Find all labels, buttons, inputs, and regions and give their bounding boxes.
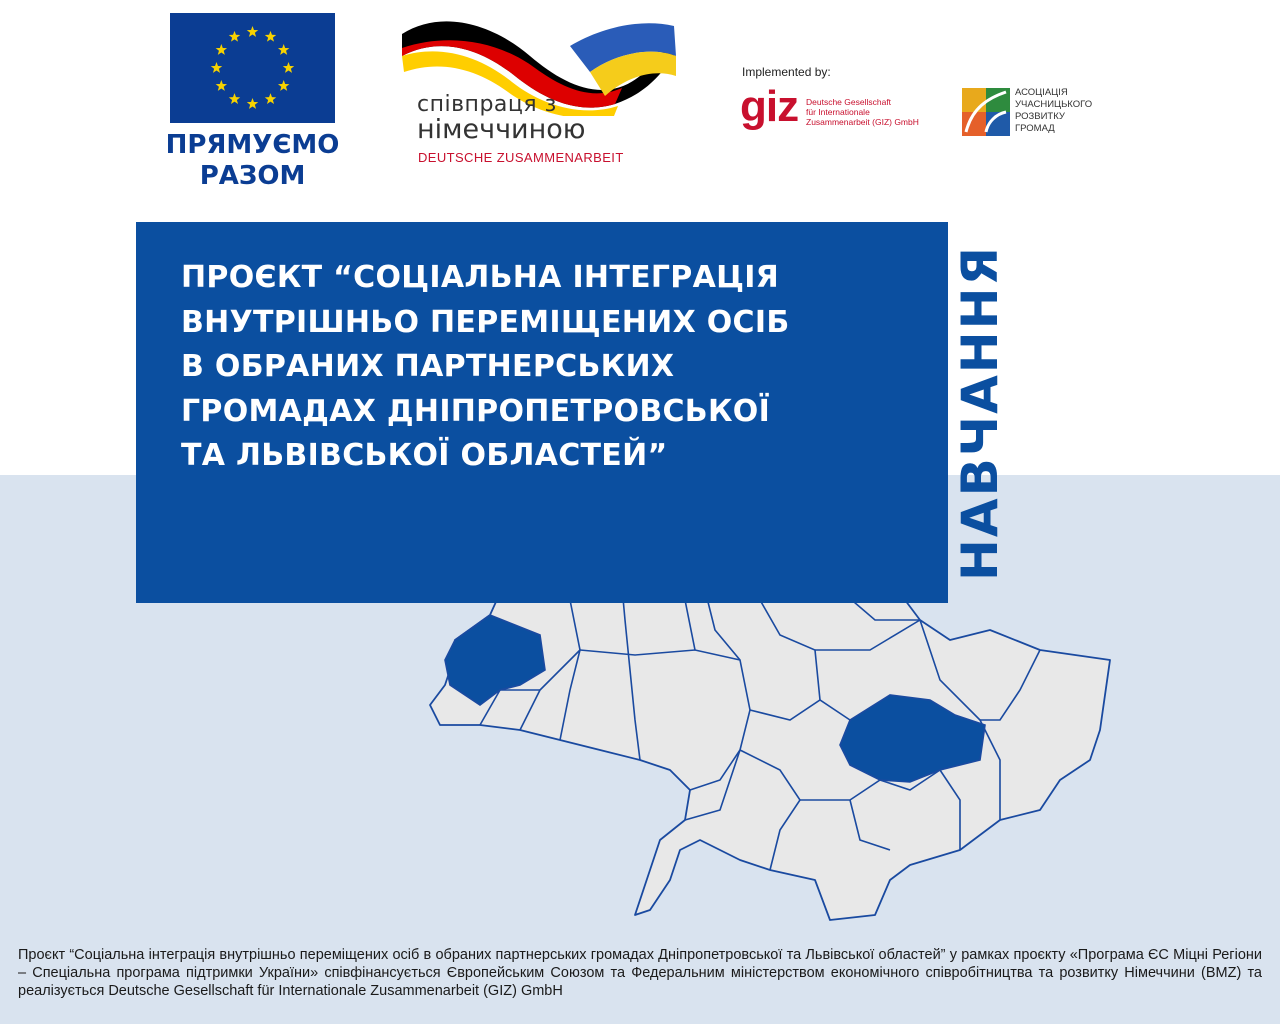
eu-star-icon	[211, 62, 222, 73]
eu-star-icon	[229, 31, 240, 42]
association-line3: РОЗВИТКУ	[1015, 111, 1065, 122]
eu-star-icon	[247, 26, 258, 37]
eu-flag-logo	[170, 13, 335, 123]
giz-name-line3: Zusammenarbeit (GIZ) GmbH	[806, 117, 919, 127]
giz-name-line1: Deutsche Gesellschaft	[806, 97, 892, 107]
association-name	[1015, 87, 1092, 135]
project-title-line2: ВНУТРІШНЬО ПЕРЕМІЩЕНИХ ОСІБ	[181, 304, 790, 340]
eu-star-icon	[216, 80, 227, 91]
giz-name-line2: für Internationale	[806, 107, 870, 117]
eu-star-icon	[216, 44, 227, 55]
eu-star-icon	[247, 98, 258, 109]
eu-star-icon	[229, 93, 240, 104]
german-cooperation-line3: DEUTSCHE ZUSAMMENARBEIT	[418, 150, 624, 165]
eu-stars-icon	[170, 13, 335, 123]
implemented-by-label: Implemented by:	[742, 65, 831, 79]
project-title-line5: ТА ЛЬВІВСЬКОЇ ОБЛАСТЕЙ”	[181, 438, 668, 473]
association-line2: УЧАСНИЦЬКОГО	[1015, 99, 1093, 110]
eu-tagline-line1: ПРЯМУЄМО	[165, 130, 340, 160]
association-line1: АСОЦІАЦІЯ	[1015, 87, 1068, 98]
training-label-container	[951, 225, 1009, 600]
association-logo-icon	[962, 88, 1010, 136]
eu-tagline	[140, 130, 365, 192]
giz-logo: giz	[740, 82, 799, 131]
german-cooperation-line2: німеччиною	[417, 114, 586, 145]
training-label: НАВЧАННЯ	[951, 244, 1009, 581]
eu-star-icon	[265, 31, 276, 42]
eu-tagline-line2: РАЗОМ	[199, 161, 306, 191]
eu-star-icon	[283, 62, 294, 73]
project-title-line4: ГРОМАДАХ ДНІПРОПЕТРОВСЬКОЇ	[181, 393, 771, 429]
eu-star-icon	[278, 44, 289, 55]
giz-full-name	[806, 97, 919, 127]
eu-star-icon	[278, 80, 289, 91]
footer-disclaimer: Проєкт “Соціальна інтеграція внутрішньо переміщених осіб в обраних партнерських громадах Дніпропетровської та Львівської областей” у рамках проєкту «Програма ЄС Міцні Регіони – Спеціальна програма підтримки України» співфінансується Європейським Союзом та Федеральним міністерством економічного співробітництва та розвитку Німеччини (BMZ) та реалізується Deutsche Gesellschaft für Internationale Zusammenarbeit (GIZ) GmbH	[18, 947, 1262, 999]
eu-star-icon	[265, 93, 276, 104]
project-title-line1: ПРОЄКТ “СОЦІАЛЬНА ІНТЕГРАЦІЯ	[181, 260, 780, 295]
project-title-line3: В ОБРАНИХ ПАРТНЕРСЬКИХ	[181, 349, 675, 384]
association-line4: ГРОМАД	[1015, 123, 1055, 134]
project-title	[181, 256, 941, 479]
german-cooperation-line1: співпраця з	[417, 92, 557, 117]
